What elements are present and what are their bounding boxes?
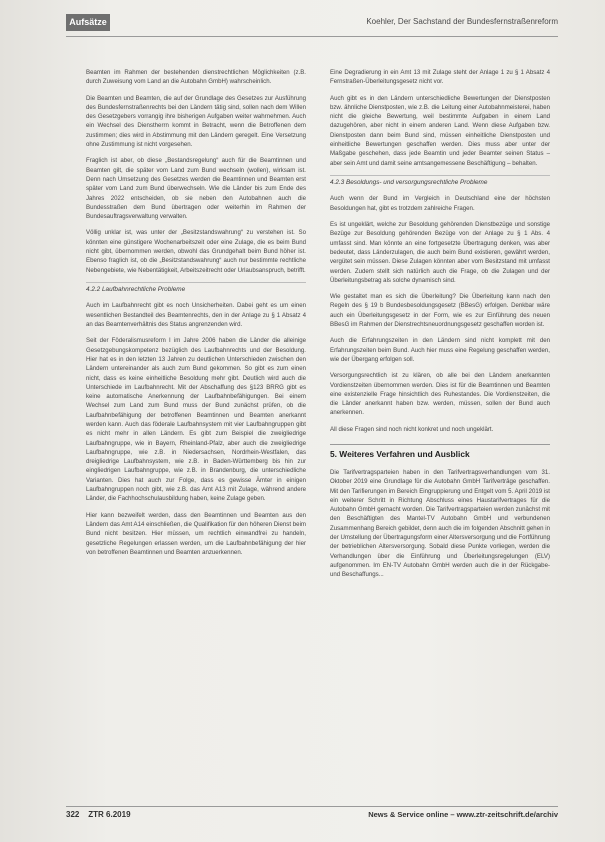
paragraph: All diese Fragen sind noch nicht konkret und noch ungeklärt. xyxy=(330,425,494,433)
page-footer xyxy=(66,806,558,821)
paragraph: Seit der Föderalismusreform I im Jahre 2006 haben die Länder die alleinige Gesetzgebungskompetenz bezüglich des Laufbahnrechts und der Besoldung. Hier hat es in den letzten 13 Jahren zu deutlichen Unterschieden zwischen den Ländern untereinander als auch zum Bund gekommen. So gibt es zum einen nicht, dass es keine einheitliche Besoldung mehr gibt. Deutlich wird auch die Unterschiede im Laufbahnrecht. Mit der Abschaffung des §123 BRRG gibt es keine automatische Anerkennung der Laufbahnbefähigungen. Bei einem Wechsel zum Land zum Bund muss der Bund zunächst prüfen, ob die Laufbahnbefähigung der betroffenen Beamtinnen und Beamten anerkannt werden kann. Auch das föderale Laufbahnsystem mit vier Laufbahngruppen gibt es nicht mehr in allen Ländern. Es gibt zum Beispiel die zweigliedrige Laufbahngruppe, wie in Bayern, Rheinland-Pfalz, aber auch die zweigliedrige Laufbahngruppe, wie z.B. in Niedersachsen, Nordrhein-Westfalen, das dreigliedrige Laufbahnsystem, wie z.B. in Baden-Württemberg bis hin zur eingliedrigen Laufbahngruppe, wie z.B. in Brandenburg, die unterschiedliche Varianten. Dies hat auch zur Folge, dass es gewisse Ämter in einigen Laufbahngruppen noch gibt, wie z.B. das Amt A13 mit Zulage, während andere Länder, die Fachhochschulausbildung haben, keine Zulage geben. xyxy=(86,337,306,503)
paragraph: Auch wenn der Bund im Vergleich in Deutschland eine der höchsten Besoldungen hat, gibt es trotzdem zahlreiche Fragen. xyxy=(330,195,550,212)
subsection-heading xyxy=(330,175,550,188)
paragraph: Hier kann bezweifelt werden, dass den Beamtinnen und Beamten aus den Ländern das Amt A14 einschließen, die Qualifikation für den höheren Dienst beim Bund nicht besitzen. Hier müssen, um rechtlich einwandfrei zu handeln, gesetzliche Regelungen erlassen werden, um die Laufbahnbefähigung der hier von betroffenen Beamtinnen und Beamten anzuerkennen. xyxy=(86,511,306,556)
footer-link[interactable]: News & Service online – www.ztr-zeitschrift.de/archiv xyxy=(368,810,558,819)
footer-left xyxy=(66,810,131,819)
paragraph: Völlig unklar ist, was unter der „Besitzstandswahrung“ zu verstehen ist. So könnten eine günstigere Wochenarbeitszeit oder eine Zulage, die es beim Bund nicht gibt, übernommen werden, obwohl das Grundgehalt beim Bund höher ist. Ebenso fraglich ist, ob die „Besitzstandswahrung“ auch nur bestimmte rechtliche Nebengebiete, wie Nebentätigkeit, Arbeitszeitrecht oder Urlaubsanspruch, betrifft. xyxy=(86,229,306,274)
journal-issue: ZTR 6.2019 xyxy=(88,810,131,819)
paragraph: Auch gibt es in den Ländern unterschiedliche Bewertungen der Dienstposten bzw. ähnliche Dienstposten, wie z.B. die Leitung einer Autobahnmeisterei, haben nicht die gleiche Bewertung, weil bestimmte Aufgaben in einem Land dazugehören, aber nicht in einem anderen Land. Wenn diese Aufgaben bzw. Dienstposten dann beim Bund sind, müssen einheitliche Dienstposten und einheitliche Bewertungen geschaffen werden. Dies muss aber unter der Maßgabe geschehen, dass jede Beamtin und jeder Beamter seinen Status – aber sein Amt und damit seine amtsangemessene Beschäftigung – behalten. xyxy=(330,94,550,167)
subsection-rule xyxy=(86,282,306,283)
paragraph: Die Beamten und Beamten, die auf der Grundlage des Gesetzes zur Ausführung des Bundesfernstraßenrechts bei den Ländern tätig sind, sollen nach dem Willen des Gesetzgebers vorrangig ihre bisherigen Aufgaben weiter wahrnehmen. Auch ein Wechsel des Dienstherrn kommt in Betracht, wenn die Betroffenen dem zustimmen; dies wird in Abstimmung mit den Ländern geregelt. Eine Versetzung ohne Zustimmung ist nicht vorgesehen. xyxy=(86,94,306,149)
paragraph: Die Tarifvertragsparteien haben in den Tarifvertragsverhandlungen vom 31. Oktober 2019 eine Grundlage für die Autobahn GmbH Tarifverträge geschaffen. Mit den Tarifierungen im Bereich Eingruppierung und Entgelt vom 5. April 2019 ist ein weiterer Schritt in Richtung Abschluss eines Haustarifvertrages für die Autobahn GmbH gemacht worden. Die Tarifvertragsparteien werden zunächst mit den Beschäftigten des Mantel-TV Autobahn GmbH und verbundenen Zusammenhang Bereich gebildet, denn auch die im folgenden Abschnitt gehen in der Umstellung der Übertragungsform einer Altersversorgung und die Fortführung der betrieblichen Altersversorgung. Sobald diese Punkte vorliegen, werden die Verhandlungen über die Einführung und Überleitungsregelungen (ELV) aufgenommen. Im EN-TV Autobahn GmbH werden auch die in der Rückgabe- und Beschaffungs... xyxy=(330,469,550,579)
right-column xyxy=(330,68,550,587)
paragraph: Beamten im Rahmen der bestehenden dienstrechtlichen Möglichkeiten (z.B. durch Zuweisung vom Land an die Autobahn GmbH) wahrscheinlich. xyxy=(86,69,306,86)
subsection-heading-text: 4.2.2 Laufbahnrechtliche Probleme xyxy=(86,285,186,293)
subsection-heading xyxy=(86,282,306,295)
running-title: Koehler, Der Sachstand der Bundesfernstraßenreform xyxy=(366,17,558,26)
paragraph: Auch die Erfahrungszeiten in den Ländern sind nicht komplett mit den Erfahrungszeiten beim Bund. Auch hier muss eine Regelung geschaffen werden, wie der Übergang erfolgen soll. xyxy=(330,337,550,363)
page-header xyxy=(66,14,558,37)
paragraph: Wie gestaltet man es sich die Überleitung? Die Überleitung kann nach den Regeln des § 19 b Bundesbesoldungsgesetz (BBesG) erfolgen. Denkbar wäre auch ein Überleitungsgesetz in der Form, wie es zur Einführung des neuen BBesG im Rahmen der Dienstrechtsneuordnungsgesetz geschaffen worden ist. xyxy=(330,293,550,329)
paragraph: Es ist ungeklärt, welche zur Besoldung gehörenden Dienstbezüge und sonstige Bezüge zur Besoldung gehörenden Bezüge von der Anlage zu § 1 Abs. 4 umfasst sind. Man könnte an eine fortgesetzte Übertragung denken, was aber bedeutet, dass Länderzulagen, die auch beim Bund existieren, gewährt werden, vergütet sein müssen. Diese Zulagen könnten aber vom Besitzstand mit umfasst werden. Zudem stellt sich natürlich auch die Frage, ob die Zulagen und der Überleitungsbetrag als solche dynamisch sind. xyxy=(330,221,550,284)
subsection-heading-text: 4.2.3 Besoldungs- und versorgungsrechtliche Probleme xyxy=(330,178,488,186)
section-tag: Aufsätze xyxy=(66,14,110,31)
subsection-rule xyxy=(330,175,550,176)
left-column xyxy=(86,68,306,564)
footer-separator xyxy=(82,810,86,819)
section-heading: 5. Weiteres Verfahren und Ausblick xyxy=(330,444,550,460)
paragraph: Auch im Laufbahnrecht gibt es noch Unsicherheiten. Dabei geht es um einen wesentlichen Bestandteil des Beamtenrechts, den in der Anlage zu § 1 Absatz 4 an das Beamtenverhältnis des Status angrenzenden wird. xyxy=(86,302,306,329)
paragraph: Fraglich ist aber, ob diese „Bestandsregelung“ auch für die Beamtinnen und Beamten gilt, die später vom Land zum Bund wechseln (wollen), wirksam ist. Denn nach Umsetzung des Gesetzes werden die Beamtinnen und Beamten erst später vom Land zum Bund überwechseln. Wie die Länder bis zum Ende des Jahres 2022 entscheiden, ob sie neben den Autobahnen auch die Bundesstraßen dem Bund übertragen oder weiterhin im Rahmen der Bundesauftragsverwaltung verwalten. xyxy=(86,157,306,221)
paragraph: Eine Degradierung in ein Amt 13 mit Zulage steht der Anlage 1 zu § 1 Absatz 4 Fernstraßen-Überleitungsgesetz nicht vor. xyxy=(330,69,550,86)
paragraph: Versorgungsrechtlich ist zu klären, ob alle bei den Ländern anerkannten Vordienstzeiten übernommen werden. Dies ist für die Beamtinnen und Beamten eine existenzielle Frage hinsichtlich des Ruhestandes. Die Vordienstzeiten, die die Länder anerkannt haben bzw. werden, müssen, sollen der Bund auch anerkennen. xyxy=(330,372,550,417)
page-number: 322 xyxy=(66,810,80,819)
